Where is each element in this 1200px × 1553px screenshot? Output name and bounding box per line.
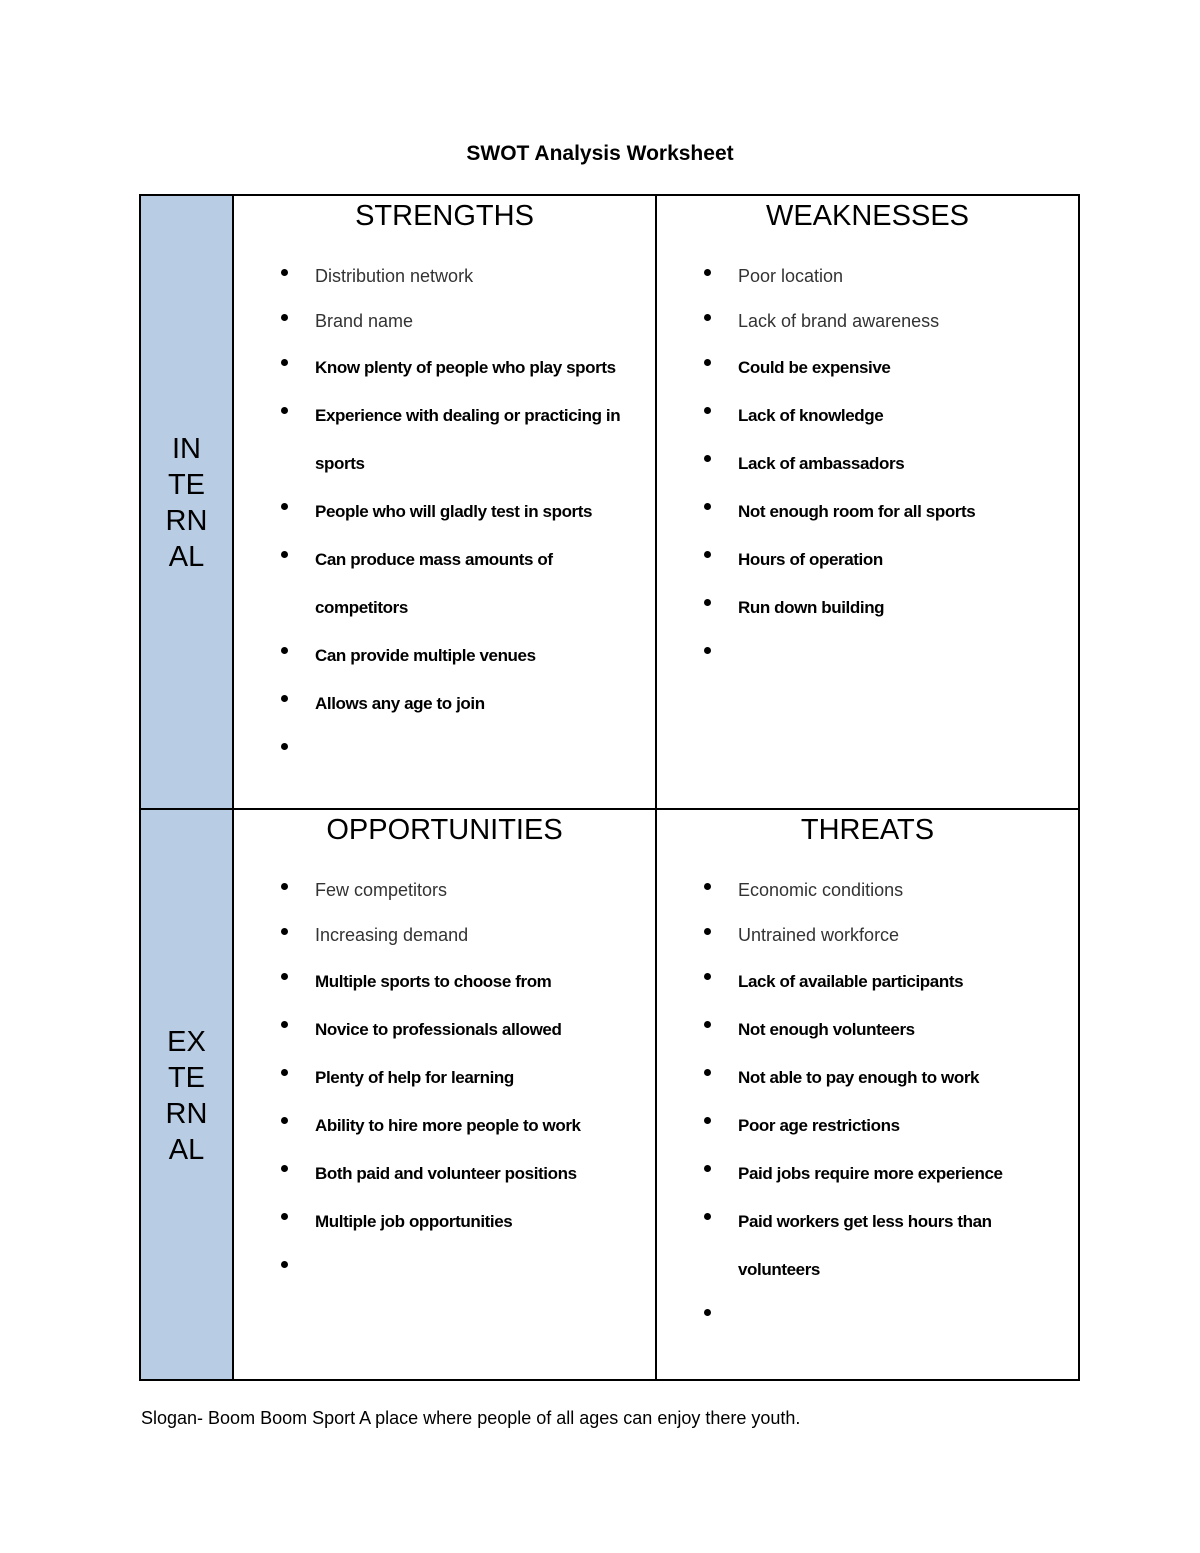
list-item-text: Could be expensive: [738, 358, 891, 377]
slogan-text: Slogan- Boom Boom Sport A place where people of all ages can enjoy there youth.: [141, 1408, 801, 1428]
bullet-icon: [281, 695, 288, 702]
list-item: [657, 488, 1078, 536]
list-item-text: Few competitors: [315, 880, 448, 900]
bullet-icon: [704, 1117, 711, 1124]
strengths-list: [234, 254, 655, 776]
list-item: [657, 392, 1078, 440]
list-item: [234, 728, 655, 776]
list-item-text: Plenty of help for learning: [315, 1068, 514, 1087]
list-item: [234, 632, 655, 680]
weaknesses-heading: WEAKNESSES: [765, 200, 970, 232]
list-item: [234, 488, 655, 536]
bullet-icon: [704, 1069, 711, 1076]
threats-cell: [657, 810, 1078, 1379]
bullet-icon: [281, 1213, 288, 1220]
list-item: [657, 1006, 1078, 1054]
list-item-text: Not enough room for all sports: [738, 502, 976, 521]
bullet-icon: [704, 407, 711, 414]
strengths-heading: STRENGTHS: [355, 200, 534, 232]
list-item: [234, 680, 655, 728]
bullet-icon: [281, 359, 288, 366]
bullet-icon: [704, 928, 711, 935]
list-item-text: Lack of ambassadors: [738, 454, 905, 473]
list-item: [657, 440, 1078, 488]
bullet-icon: [704, 359, 711, 366]
list-item: [657, 1054, 1078, 1102]
bullet-icon: [281, 928, 288, 935]
list-item: [657, 254, 1078, 299]
list-item: [234, 536, 655, 632]
list-item-text: Not able to pay enough to work: [738, 1068, 980, 1087]
bullet-icon: [281, 883, 288, 890]
list-item-text: Lack of available participants: [738, 972, 964, 991]
list-item-text: Poor location: [738, 266, 844, 286]
bullet-icon: [704, 1021, 711, 1028]
bullet-icon: [281, 1069, 288, 1076]
bullet-icon: [281, 407, 288, 414]
bullet-icon: [704, 455, 711, 462]
list-item: [657, 1198, 1078, 1294]
list-item-text: Both paid and volunteer positions: [315, 1164, 577, 1183]
bullet-icon: [281, 1261, 288, 1268]
list-item: [234, 392, 655, 488]
list-item-text: Ability to hire more people to work: [315, 1116, 581, 1135]
list-item: [657, 868, 1078, 913]
bullet-icon: [281, 503, 288, 510]
list-item-text: Multiple sports to choose from: [315, 972, 552, 991]
list-item: [657, 958, 1078, 1006]
list-item-text: Run down building: [738, 598, 885, 617]
bullet-icon: [281, 551, 288, 558]
list-item: [657, 1150, 1078, 1198]
strengths-cell: [234, 196, 655, 808]
list-item: [657, 344, 1078, 392]
list-item-text: Lack of brand awareness: [738, 311, 940, 331]
list-item-text: Multiple job opportunities: [315, 1212, 513, 1231]
list-item: [234, 344, 655, 392]
list-item-text: Can produce mass amounts of competitors: [315, 550, 553, 617]
list-item-text: Lack of knowledge: [738, 406, 884, 425]
list-item: [657, 632, 1078, 680]
list-item: [234, 1246, 655, 1294]
list-item-text: People who will gladly test in sports: [315, 502, 593, 521]
list-item-text: Increasing demand: [315, 925, 469, 945]
external-side-panel: [141, 810, 232, 1379]
list-item: [234, 1054, 655, 1102]
list-item-text: Experience with dealing or practicing in sports: [315, 406, 621, 473]
bullet-icon: [704, 1309, 711, 1316]
list-item: [234, 913, 655, 958]
list-item-text: Brand name: [315, 311, 414, 331]
internal-side-panel: [141, 196, 232, 808]
list-item: [657, 1294, 1078, 1342]
list-item-text: Know plenty of people who play sports: [315, 358, 616, 377]
list-item-text: Allows any age to join: [315, 694, 485, 713]
threats-heading: THREATS: [800, 814, 935, 846]
bullet-icon: [704, 503, 711, 510]
opportunities-heading: OPPORTUNITIES: [326, 814, 563, 846]
bullet-icon: [704, 647, 711, 654]
list-item: [234, 254, 655, 299]
weaknesses-list: [657, 254, 1078, 680]
list-item-text: Economic conditions: [738, 880, 904, 900]
internal-label: IN TE RN AL: [165, 433, 208, 573]
list-item: [657, 913, 1078, 958]
list-item-text: Paid jobs require more experience: [738, 1164, 1003, 1183]
bullet-icon: [281, 1021, 288, 1028]
bullet-icon: [281, 743, 288, 750]
list-item-text: Paid workers get less hours than volunteers: [738, 1212, 992, 1279]
list-item: [657, 584, 1078, 632]
bullet-icon: [704, 1165, 711, 1172]
list-item: [657, 299, 1078, 344]
bullet-icon: [704, 599, 711, 606]
list-item: [234, 1006, 655, 1054]
list-item: [234, 299, 655, 344]
list-item: [657, 1102, 1078, 1150]
list-item-text: Distribution network: [315, 266, 474, 286]
list-item: [234, 1150, 655, 1198]
list-item: [234, 1102, 655, 1150]
bullet-icon: [704, 269, 711, 276]
external-label: EX TE RN AL: [165, 1026, 208, 1166]
weaknesses-cell: [657, 196, 1078, 808]
bullet-icon: [704, 973, 711, 980]
swot-table: [139, 194, 1080, 1381]
opportunities-cell: [234, 810, 655, 1379]
bullet-icon: [281, 647, 288, 654]
list-item-text: Poor age restrictions: [738, 1116, 900, 1135]
bullet-icon: [704, 551, 711, 558]
list-item-text: Can provide multiple venues: [315, 646, 536, 665]
bullet-icon: [281, 1117, 288, 1124]
bullet-icon: [704, 1213, 711, 1220]
opportunities-list: [234, 868, 655, 1294]
threats-list: [657, 868, 1078, 1342]
bullet-icon: [704, 883, 711, 890]
bullet-icon: [281, 269, 288, 276]
bullet-icon: [281, 973, 288, 980]
bullet-icon: [281, 314, 288, 321]
list-item: [234, 1198, 655, 1246]
bullet-icon: [281, 1165, 288, 1172]
list-item-text: Untrained workforce: [738, 925, 900, 945]
list-item: [657, 536, 1078, 584]
bullet-icon: [704, 314, 711, 321]
list-item-text: Hours of operation: [738, 550, 883, 569]
list-item-text: Not enough volunteers: [738, 1020, 915, 1039]
list-item-text: Novice to professionals allowed: [315, 1020, 562, 1039]
page-title: SWOT Analysis Worksheet: [466, 142, 734, 165]
list-item: [234, 958, 655, 1006]
list-item: [234, 868, 655, 913]
